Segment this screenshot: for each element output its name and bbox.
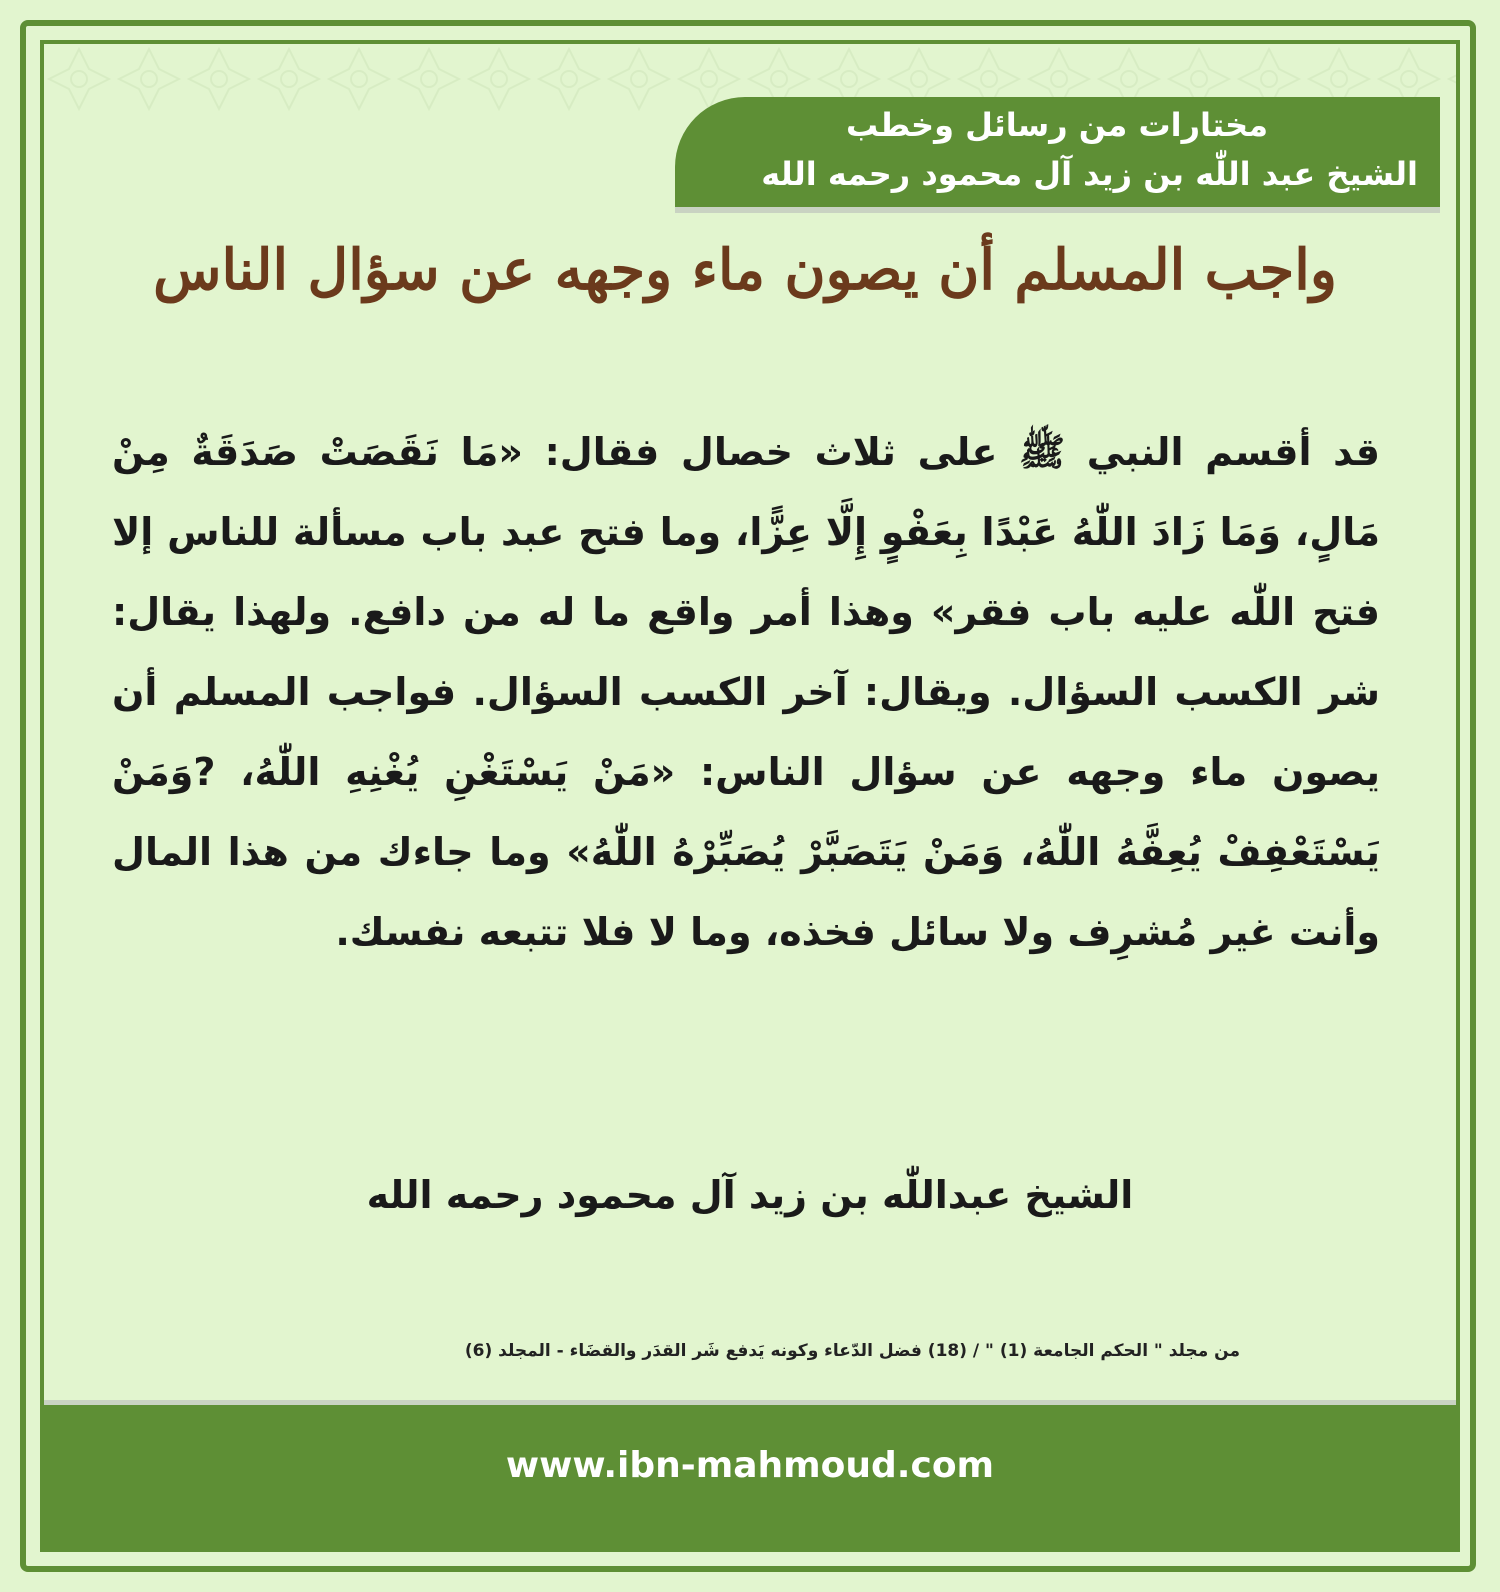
source-citation: من مجلد " الحكم الجامعة (1) " / (18) فضل الدّعاء وكونه يَدفع شَر القدَر والقضَاء - المجلد (6) <box>464 1341 1240 1361</box>
website-link[interactable]: www.ibn-mahmoud.com <box>505 1444 995 1486</box>
series-author: الشيخ عبد اللّٰه بن زيد آل محمود رحمه الله <box>761 155 1418 193</box>
series-banner <box>675 97 1440 207</box>
footer-band <box>44 1405 1456 1548</box>
author-signature: الشيخ عبداللّٰه بن زيد آل محمود رحمه الله <box>366 1173 1134 1217</box>
article-body: قد أقسم النبي ﷺ على ثلاث خصال فقال: «مَا نَقَصَتْ صَدَقَةٌ مِنْ مَالٍ، وَمَا زَادَ اللّٰهُ عَبْدًا بِعَفْوٍ إِلَّا عِزًّا، وما فتح عبد باب مسألة للناس إلا فتح اللّٰه عليه باب فقر» وهذا أمر واقع ما له من دافع. ولهذا يقال: شر الكسب السؤال. ويقال: آخر الكسب السؤال. فواجب المسلم أن يصون ماء وجهه عن سؤال الناس: «مَنْ يَسْتَغْنِ يُغْنِهِ اللّٰهُ، ?وَمَنْ يَسْتَعْفِفْ يُعِفَّهُ اللّٰهُ، وَمَنْ يَتَصَبَّرْ يُصَبِّرْهُ اللّٰهُ» وما جاءك من هذا المال وأنت غير مُشرِف ولا سائل فخذه، وما لا فلا تتبعه نفسك. <box>112 430 1380 954</box>
series-title: مختارات من رسائل وخطب <box>845 106 1268 144</box>
article-title: واجب المسلم أن يصون ماء وجهه عن سؤال الناس <box>153 237 1337 303</box>
